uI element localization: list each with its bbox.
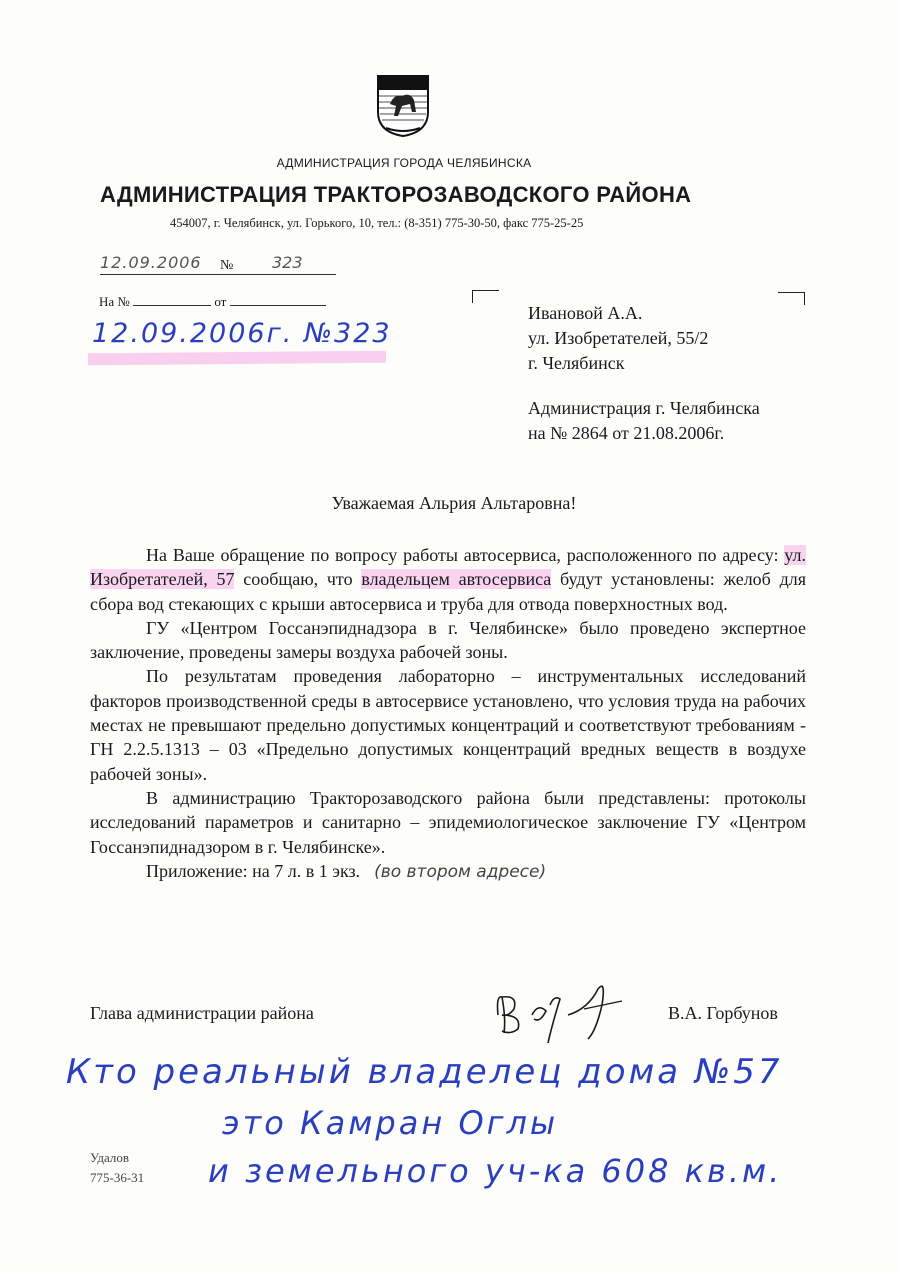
executor-phone: 775-36-31 — [90, 1170, 145, 1185]
recipient-city: г. Челябинск — [528, 353, 625, 373]
handwritten-reference: 12.09.2006г. №323 — [92, 318, 392, 349]
salutation: Уважаемая Альрия Альтаровна! — [331, 493, 577, 513]
signer-name: В.А. Горбунов — [668, 1003, 778, 1023]
executor-name: Удалов — [90, 1150, 130, 1165]
annotation-line-3: и земельного уч-ка 608 кв.м. — [208, 1152, 783, 1190]
letterhead-address: 454007, г. Челябинск, ул. Горького, 10, тел.: (8-351) 775-30-50, факс 775-25-25 — [170, 216, 584, 230]
from-label: от — [214, 294, 227, 309]
paragraph-2: ГУ «Центром Госсанэпиднадзора в г. Челябинске» было проведено экспертное заключение, проведены замеры воздуха рабочей зоны. — [90, 617, 806, 663]
number-sign: № — [220, 258, 234, 273]
recipient-name: Ивановой А.А. — [528, 303, 643, 323]
address-bracket-left — [472, 290, 499, 303]
recipient-block — [528, 301, 760, 446]
signer-title: Глава администрации района — [90, 1003, 314, 1023]
handwritten-signature — [488, 975, 648, 1045]
recipient-street: ул. Изобретателей, 55/2 — [528, 328, 709, 348]
paragraph-4: В администрацию Тракторозаводского района были представлены: протоколы исследований параметров и санитарно – эпидемиологическое заключение ГУ «Центром Госсанэпиднадзором в г. Челябинске». — [90, 787, 806, 857]
city-administration-heading: АДМИНИСТРАЦИЯ ГОРОДА ЧЕЛЯБИНСКА — [276, 156, 532, 170]
paragraph-1: На Ваше обращение по вопросу работы автосервиса, расположенного по адресу: ул. Изобретателей, 57 сообщаю, что владельцем автосервиса будут установлены: желоб для сбора вод стекающих с крыши автосервиса и труба для отвода поверхностных вод. — [90, 545, 806, 614]
letter-body — [90, 543, 806, 884]
highlighted-owner: владельцем автосервиса — [361, 569, 552, 590]
copy-recipient: Администрация г. Челябинска — [528, 398, 760, 418]
in-reply-line — [99, 294, 326, 310]
coat-of-arms-icon — [372, 72, 434, 138]
copy-reference: на № 2864 от 21.08.2006г. — [528, 423, 725, 443]
district-administration-heading: АДМИНИСТРАЦИЯ ТРАКТОРОЗАВОДСКОГО РАЙОНА — [100, 182, 692, 207]
appendix-handwritten-note: (во втором адресе) — [374, 861, 547, 882]
in-reply-blank — [133, 305, 211, 306]
outgoing-date-handwritten: 12.09.2006 — [100, 253, 202, 272]
paragraph-3: По результатам проведения лабораторно – инструментальных исследований факторов производственной среды в автосервисе установлено, что условия труда на рабочих местах не превышают предельно допустимых концентраций и соответствуют требованиям - ГН 2.2.5.1313 – 03 «Предельно допустимых концентраций вредных веществ в воздухе рабочей зоны». — [90, 666, 806, 784]
address-bracket-right — [778, 292, 805, 305]
appendix-line: Приложение: на 7 л. в 1 экз. (во втором адресе) — [146, 860, 547, 882]
annotation-line-1: Кто реальный владелец дома №57 — [66, 1052, 783, 1092]
outgoing-number-handwritten: 323 — [272, 253, 303, 272]
in-reply-label: На № — [99, 294, 130, 309]
executor-info — [90, 1148, 144, 1188]
from-blank — [230, 305, 326, 306]
highlighter-mark — [88, 351, 386, 366]
annotation-line-2: это Камран Оглы — [222, 1104, 559, 1142]
highlighted-address: ул. Изобретателей, 57 — [90, 545, 806, 590]
